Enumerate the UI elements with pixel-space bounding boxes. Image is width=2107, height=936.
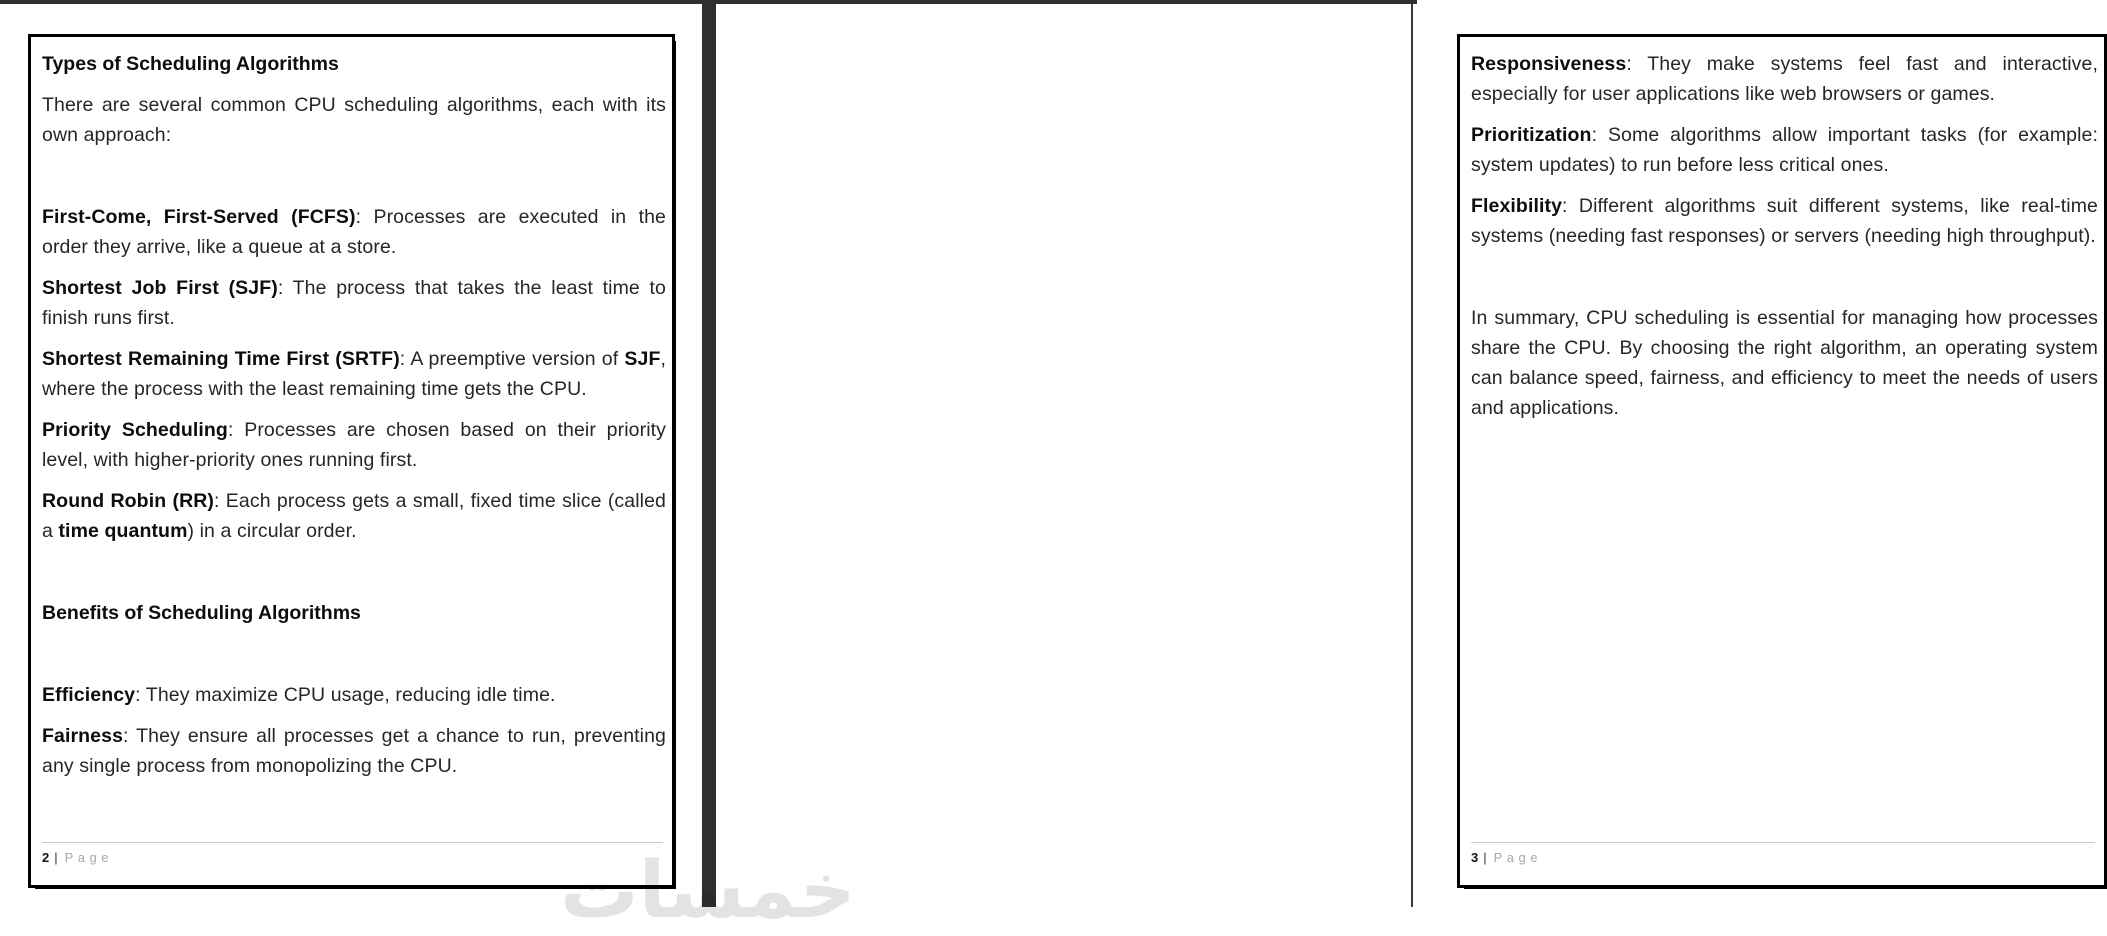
text-run: : Some algorithms allow important tasks (for example: system updates) to run before less critical ones. <box>1471 124 2098 176</box>
footer-separator: | <box>1483 850 1487 865</box>
bold-run: Shortest Job First (SJF) <box>42 277 278 299</box>
bold-run: Flexibility <box>1471 195 1563 217</box>
paragraph <box>42 486 666 546</box>
bold-run: Round Robin (RR) <box>42 490 215 512</box>
text-run: : Processes are executed in the order they arrive, like a queue at a store. <box>42 206 666 258</box>
bold-run: Prioritization <box>1471 124 1592 146</box>
blank-line <box>42 639 666 669</box>
footer-separator: | <box>54 850 58 865</box>
paragraph <box>1471 303 2098 423</box>
page-3-paper[interactable] <box>716 4 2098 907</box>
paragraph <box>42 721 666 781</box>
paragraph <box>1471 49 2098 109</box>
text-run: : A preemptive version of <box>399 348 625 370</box>
text-run: : The process that takes the least time to finish runs first. <box>42 277 666 329</box>
text-run: : Different algorithms suit different systems, like real-time systems (needing fast responses) or servers (needing high throughput). <box>1471 195 2098 247</box>
text-run: : They maximize CPU usage, reducing idle time. <box>135 684 556 706</box>
paragraph <box>42 90 666 150</box>
paragraph <box>42 680 666 710</box>
blank-line <box>42 557 666 587</box>
text-run: ) in a circular order. <box>187 520 357 542</box>
page-2-footer <box>42 842 663 865</box>
footer-page-label: Page <box>1493 850 1542 865</box>
khamsat-watermark: خمسات <box>560 846 856 936</box>
bold-run: time quantum <box>58 520 188 542</box>
paragraph <box>42 415 666 475</box>
paragraph <box>1471 191 2098 251</box>
bold-run: Types of Scheduling Algorithms <box>42 53 339 75</box>
text-run: : They make systems feel fast and interactive, especially for user applications like web browsers or games. <box>1471 53 2098 105</box>
page-2-paper[interactable] <box>0 4 702 907</box>
paragraph <box>42 344 666 404</box>
blank-line <box>1471 262 2098 292</box>
paragraph <box>1471 120 2098 180</box>
section-heading <box>42 598 666 628</box>
bold-run: Benefits of Scheduling Algorithms <box>42 602 361 624</box>
bold-run: Fairness <box>42 725 124 747</box>
page-2-content[interactable] <box>31 37 672 825</box>
text-run: : Processes are chosen based on their priority level, with higher-priority ones running first. <box>42 419 666 471</box>
paragraph <box>42 202 666 262</box>
bold-run: First-Come, First-Served (FCFS) <box>42 206 356 228</box>
right-page-edge-line <box>1411 4 1413 907</box>
bold-run: SJF <box>624 348 661 370</box>
page-3-border-frame <box>1457 34 2107 888</box>
text-run: In summary, CPU scheduling is essential for managing how processes share the CPU. By choosing the right algorithm, an operating system can balance speed, fairness, and efficiency to meet the needs of users and applications. <box>1471 307 2098 419</box>
text-run: : They ensure all processes get a chance to run, preventing any single process from monopolizing the CPU. <box>42 725 666 777</box>
footer-page-label: Page <box>64 850 113 865</box>
text-run: There are several common CPU scheduling algorithms, each with its own approach: <box>42 94 666 146</box>
bold-run: Efficiency <box>42 684 136 706</box>
paragraph <box>42 273 666 333</box>
bold-run: Responsiveness <box>1471 53 1627 75</box>
page-3-content[interactable] <box>1460 37 2104 825</box>
page-gap-divider <box>702 0 716 907</box>
page-number: 2 <box>42 850 50 865</box>
page-3-footer <box>1471 842 2095 865</box>
text-run: : Each process gets a small, fixed time slice (called a <box>42 490 666 542</box>
page-2-border-frame <box>28 34 675 888</box>
page-number: 3 <box>1471 850 1479 865</box>
section-heading <box>42 49 666 79</box>
text-run: , where the process with the least remaining time gets the CPU. <box>42 348 666 400</box>
bold-run: Priority Scheduling <box>42 419 228 441</box>
blank-line <box>42 161 666 191</box>
bold-run: Shortest Remaining Time First (SRTF) <box>42 348 400 370</box>
